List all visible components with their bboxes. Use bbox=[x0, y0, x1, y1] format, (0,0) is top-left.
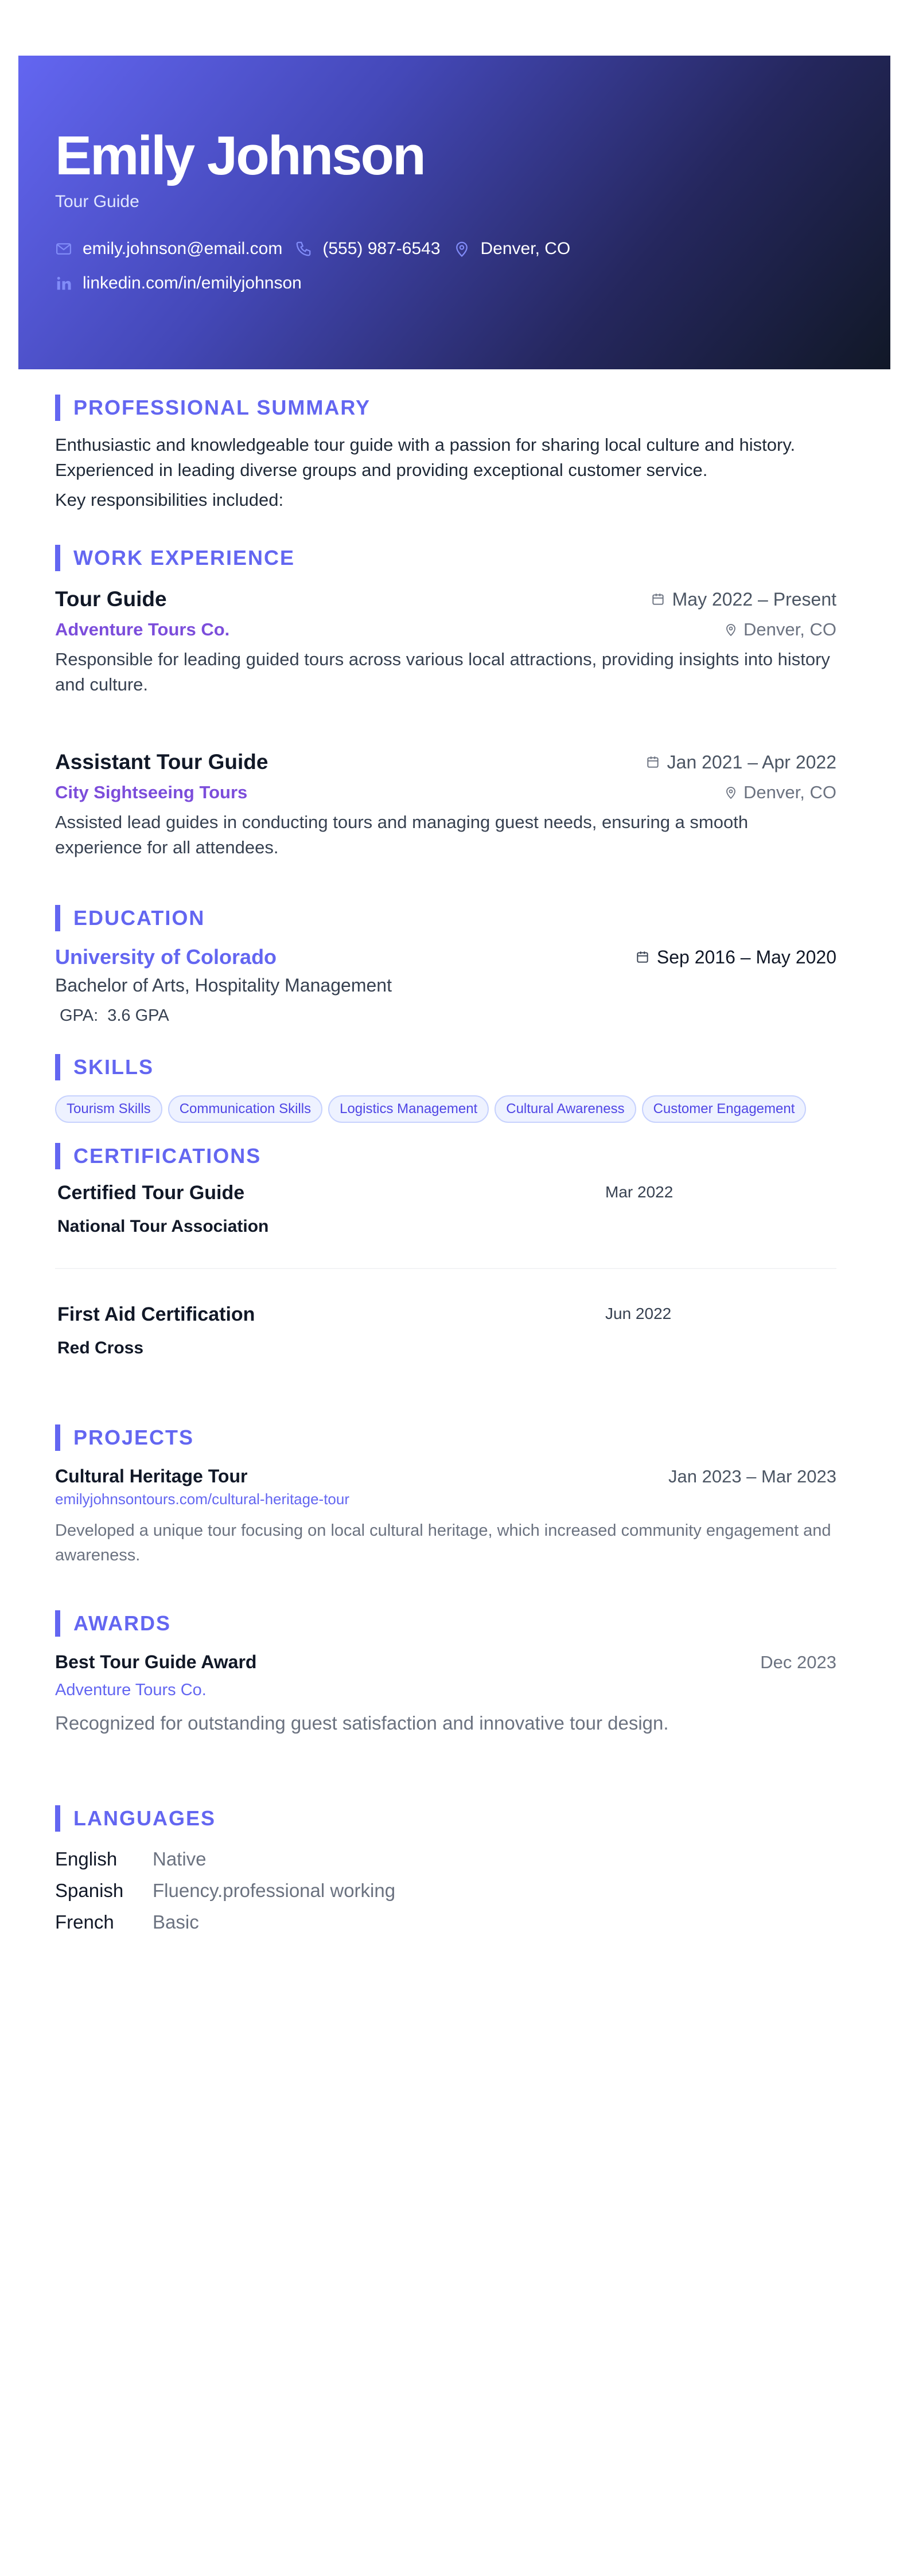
job-title: Tour Guide bbox=[55, 587, 167, 611]
skill-tag: Customer Engagement bbox=[642, 1095, 807, 1123]
language-row bbox=[55, 1843, 836, 1875]
skill-tag: Logistics Management bbox=[328, 1095, 489, 1123]
contact-phone[interactable] bbox=[295, 239, 440, 259]
education-date: Sep 2016 – May 2020 bbox=[635, 947, 836, 968]
language-name: Spanish bbox=[55, 1880, 124, 1901]
contact-location bbox=[453, 239, 571, 259]
languages-section bbox=[55, 1805, 836, 1938]
section-title: EDUCATION bbox=[73, 906, 205, 930]
skill-tag: Communication Skills bbox=[168, 1095, 322, 1123]
gpa: GPA: 3.6 GPA bbox=[60, 1006, 169, 1025]
map-pin-icon bbox=[453, 240, 470, 257]
projects-section bbox=[55, 1424, 836, 1568]
candidate-role: Tour Guide bbox=[55, 192, 139, 211]
degree: Bachelor of Arts, Hospitality Management bbox=[55, 975, 392, 996]
job-location: Denver, CO bbox=[724, 619, 836, 640]
section-accent-bar bbox=[55, 1143, 60, 1169]
certifications-section bbox=[55, 1143, 836, 1377]
section-accent-bar bbox=[55, 1054, 60, 1080]
summary-heading bbox=[55, 395, 836, 421]
skill-tag: Tourism Skills bbox=[55, 1095, 162, 1123]
language-level: Basic bbox=[153, 1911, 199, 1933]
award-description: Recognized for outstanding guest satisfaction and innovative tour design. bbox=[55, 1712, 669, 1734]
job-description: Responsible for leading guided tours across various local attractions, providing insights into history and culture. bbox=[55, 649, 830, 694]
section-title: CERTIFICATIONS bbox=[73, 1144, 262, 1168]
calendar-icon bbox=[635, 950, 650, 965]
awards-heading bbox=[55, 1610, 836, 1637]
project-description: Developed a unique tour focusing on local cultural heritage, which increased community engagement and awareness. bbox=[55, 1521, 831, 1564]
section-title: LANGUAGES bbox=[73, 1806, 216, 1830]
cert-issuer: Red Cross bbox=[57, 1338, 144, 1357]
cert-name: First Aid Certification bbox=[57, 1303, 255, 1325]
certifications-heading bbox=[55, 1143, 836, 1169]
calendar-icon bbox=[651, 592, 665, 607]
contact-email[interactable] bbox=[55, 239, 282, 259]
job-date: May 2022 – Present bbox=[651, 589, 836, 610]
awards-section bbox=[55, 1610, 836, 1734]
contact-linkedin[interactable] bbox=[55, 274, 302, 293]
section-accent-bar bbox=[55, 545, 60, 571]
job-title: Assistant Tour Guide bbox=[55, 750, 268, 774]
linkedin-icon bbox=[55, 275, 72, 292]
languages-heading bbox=[55, 1805, 836, 1832]
education-section bbox=[55, 905, 836, 1025]
project-name: Cultural Heritage Tour bbox=[55, 1466, 248, 1486]
section-accent-bar bbox=[55, 1805, 60, 1832]
job-description: Assisted lead guides in conducting tours and managing guest needs, ensuring a smooth experience for all attendees. bbox=[55, 812, 749, 857]
phone-icon bbox=[295, 240, 312, 257]
mail-icon bbox=[55, 240, 72, 257]
cert-name: Certified Tour Guide bbox=[57, 1182, 245, 1204]
cert-entry bbox=[57, 1303, 836, 1377]
language-row bbox=[55, 1906, 836, 1938]
section-title: WORK EXPERIENCE bbox=[73, 546, 295, 569]
candidate-name: Emily Johnson bbox=[55, 125, 425, 186]
phone-text: (555) 987-6543 bbox=[322, 239, 441, 258]
resume-header bbox=[18, 56, 890, 369]
linkedin-text: linkedin.com/in/emilyjohnson bbox=[83, 274, 302, 292]
language-level: Fluency.professional working bbox=[153, 1880, 396, 1901]
cert-issuer: National Tour Association bbox=[57, 1217, 269, 1236]
section-accent-bar bbox=[55, 905, 60, 931]
language-name: French bbox=[55, 1911, 114, 1933]
experience-section bbox=[55, 545, 836, 860]
section-accent-bar bbox=[55, 1610, 60, 1637]
map-pin-icon bbox=[724, 785, 738, 800]
section-accent-bar bbox=[55, 395, 60, 421]
skill-tag: Cultural Awareness bbox=[495, 1095, 636, 1123]
calendar-icon bbox=[645, 755, 660, 770]
job-location: Denver, CO bbox=[724, 782, 836, 803]
skills-list bbox=[55, 1095, 836, 1123]
language-name: English bbox=[55, 1848, 118, 1869]
award-name: Best Tour Guide Award bbox=[55, 1652, 257, 1672]
job-date: Jan 2021 – Apr 2022 bbox=[645, 752, 836, 773]
project-date: Jan 2023 – Mar 2023 bbox=[668, 1466, 836, 1486]
language-row bbox=[55, 1875, 836, 1906]
school-name: University of Colorado bbox=[55, 945, 277, 969]
projects-heading bbox=[55, 1424, 836, 1451]
cert-divider bbox=[55, 1268, 836, 1269]
education-heading bbox=[55, 905, 836, 931]
contact-row-primary bbox=[55, 239, 583, 259]
job-entry bbox=[55, 750, 836, 860]
job-entry bbox=[55, 587, 836, 697]
summary-text: Enthusiastic and knowledgeable tour guide with a passion for sharing local culture and history. Experienced in leading diverse groups and providing exceptional customer service. bbox=[55, 435, 796, 480]
location-text: Denver, CO bbox=[480, 239, 571, 258]
cert-entry bbox=[57, 1182, 836, 1255]
map-pin-icon bbox=[724, 622, 738, 637]
summary-section bbox=[55, 395, 836, 513]
section-title: PROFESSIONAL SUMMARY bbox=[73, 396, 371, 419]
languages-list bbox=[55, 1843, 836, 1938]
section-title: AWARDS bbox=[73, 1611, 172, 1635]
award-date: Dec 2023 bbox=[760, 1652, 836, 1672]
cert-date: Jun 2022 bbox=[605, 1305, 672, 1322]
language-level: Native bbox=[153, 1848, 207, 1869]
section-title: PROJECTS bbox=[73, 1426, 194, 1449]
summary-extra: Key responsibilities included: bbox=[55, 490, 284, 510]
job-company: City Sightseeing Tours bbox=[55, 782, 248, 802]
skills-section bbox=[55, 1054, 836, 1123]
cert-date: Mar 2022 bbox=[605, 1183, 673, 1201]
award-issuer: Adventure Tours Co. bbox=[55, 1681, 207, 1699]
email-text: emily.johnson@email.com bbox=[83, 239, 283, 258]
job-company: Adventure Tours Co. bbox=[55, 619, 230, 639]
skills-heading bbox=[55, 1054, 836, 1080]
section-title: SKILLS bbox=[73, 1055, 154, 1079]
experience-heading bbox=[55, 545, 836, 571]
section-accent-bar bbox=[55, 1424, 60, 1451]
contact-row-secondary bbox=[55, 274, 314, 293]
project-link[interactable]: emilyjohnsontours.com/cultural-heritage-tour bbox=[55, 1490, 350, 1508]
